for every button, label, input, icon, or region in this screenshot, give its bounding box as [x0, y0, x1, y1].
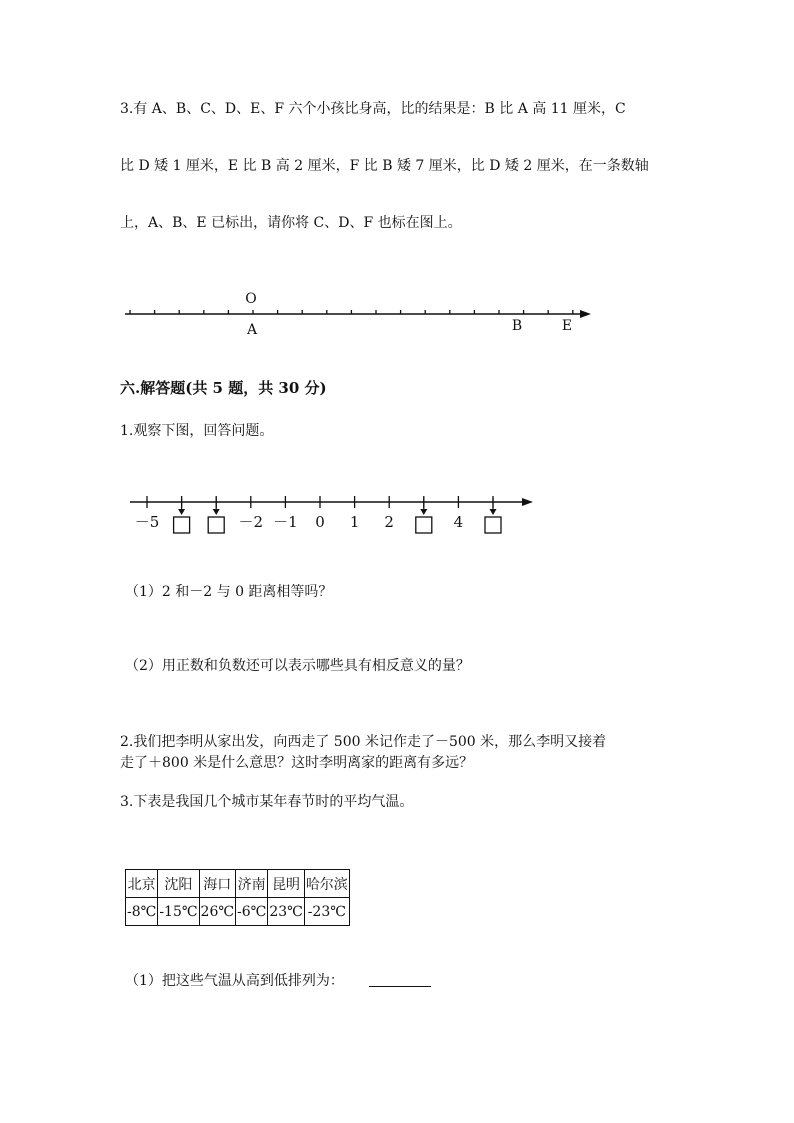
tick-label: －5	[134, 513, 160, 531]
table-cell-temp: -23℃	[304, 898, 349, 926]
q3-prompt: 3.下表是我国几个城市某年春节时的平均气温。	[120, 794, 414, 810]
pointer-arrowhead	[178, 509, 185, 515]
table-cell-temp: -8℃	[126, 898, 158, 926]
tick-label: －1	[273, 513, 298, 531]
table-cell-city: 海口	[199, 870, 235, 898]
q1-sub-question-2: （2）用正数和负数还可以表示哪些具有相反意义的量？	[125, 658, 470, 674]
table-row-temps	[126, 898, 350, 926]
tick-label: 0	[315, 513, 325, 531]
point-label-e: E	[561, 318, 573, 334]
number-line-heights	[0, 280, 794, 350]
q2-line-2: 走了＋800 米是什么意思？这时李明离家的距离有多远？	[120, 755, 474, 771]
tick-label: 4	[453, 513, 464, 531]
pointer-arrowhead	[213, 509, 220, 515]
q3-line-1: 3.有 A、B、C、D、E、F 六个小孩比身高，比的结果是：B 比 A 高 11 厘米，C	[120, 101, 626, 117]
table-row-cities	[126, 870, 350, 898]
number-line-arrow	[580, 310, 591, 318]
answer-boxes	[174, 517, 501, 533]
number-line-integers	[0, 480, 794, 540]
answer-blank-line	[369, 986, 431, 987]
table-cell-city: 沈阳	[158, 870, 199, 898]
q3-line-2: 比 D 矮 1 厘米，E 比 B 高 2 厘米，F 比 B 矮 7 厘米，比 D 矮 2 厘米，在一条数轴	[120, 158, 649, 174]
q3-line-3: 上，A、B、E 已标出，请你将 C、D、F 也标在图上。	[120, 215, 462, 231]
answer-box	[485, 517, 501, 533]
table-cell-temp: -6℃	[236, 898, 268, 926]
section-heading: 六.解答题(共 5 题，共 30 分)	[120, 379, 327, 397]
table-cell-city: 哈尔滨	[304, 870, 349, 898]
pointer-arrowhead	[490, 509, 497, 515]
tick-label: 2	[384, 513, 394, 531]
answer-box	[174, 517, 190, 533]
pointer-arrowhead	[420, 509, 427, 515]
temperature-table	[125, 869, 350, 926]
table-cell-temp: 26℃	[199, 898, 235, 926]
table-cell-temp: 23℃	[268, 898, 304, 926]
tick-labels	[135, 513, 463, 531]
pointer-arrows	[178, 498, 496, 515]
q3-sub-question-1: （1）把这些气温从高到低排列为：	[125, 973, 344, 989]
table-cell-temp: -15℃	[158, 898, 199, 926]
q2-line-1: 2.我们把李明从家出发，向西走了 500 米记作走了－500 米，那么李明又接着	[120, 734, 607, 750]
point-label-b: B	[511, 318, 523, 334]
number-line-arrow	[522, 498, 533, 506]
table-cell-city: 北京	[126, 870, 158, 898]
q1-prompt: 1.观察下图，回答问题。	[120, 423, 274, 439]
q1-sub-question-1: （1）2 和－2 与 0 距离相等吗？	[125, 584, 333, 600]
point-label-a: A	[246, 322, 258, 338]
answer-box	[416, 517, 432, 533]
tick-label: 1	[349, 513, 360, 531]
answer-box	[208, 517, 224, 533]
table-cell-city: 昆明	[268, 870, 304, 898]
origin-label: O	[245, 291, 257, 307]
table-cell-city: 济南	[236, 870, 268, 898]
tick-label: －2	[238, 513, 264, 531]
